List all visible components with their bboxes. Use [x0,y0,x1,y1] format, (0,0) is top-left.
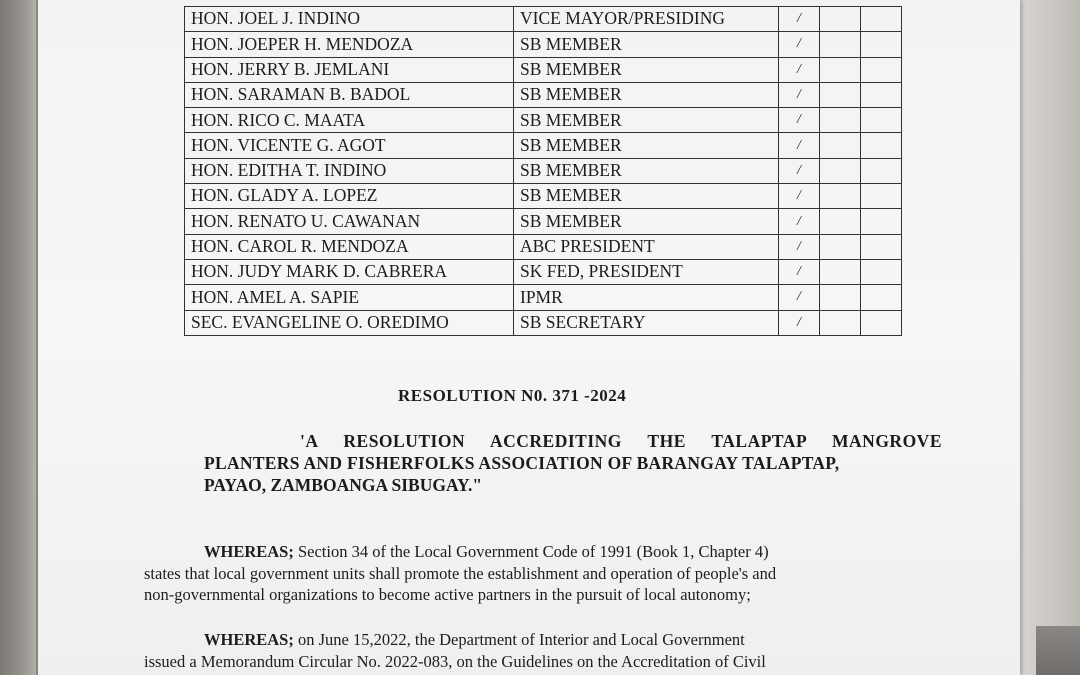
absent-cell [820,158,861,183]
absent-cell [820,285,861,310]
attendance-row [185,285,902,310]
member-position: SB MEMBER [514,209,779,234]
heading-line-3: PAYAO, ZAMBOANGA SIBUGAY." [204,475,483,495]
attendance-row [185,108,902,133]
member-position: SK FED, PRESIDENT [514,259,779,284]
member-name: HON. SARAMAN B. BADOL [185,82,514,107]
absent-cell [820,259,861,284]
present-mark: / [779,234,820,259]
whereas-2-line-2: issued a Memorandum Circular No. 2022-083, on the Guidelines on the Accreditation of Civil [144,651,766,671]
present-mark: / [779,158,820,183]
absent-cell [820,32,861,57]
member-name: HON. GLADY A. LOPEZ [185,184,514,209]
attendance-row [185,57,902,82]
attendance-row [185,32,902,57]
attendance-row [185,133,902,158]
member-name: SEC. EVANGELINE O. OREDIMO [185,310,514,335]
whereas-1-line-2: states that local government units shall promote the establishment and operation of people's and [144,563,777,583]
whereas-1-line-3: non-governmental organizations to become active partners in the pursuit of local autonomy; [144,585,751,604]
member-position: SB MEMBER [514,32,779,57]
whereas-paragraph-1 [144,541,934,606]
present-mark: / [779,184,820,209]
resolution-heading [204,430,942,496]
other-cell [861,158,902,183]
absent-cell [820,184,861,209]
whereas-paragraph-2 [144,629,934,672]
other-cell [861,7,902,32]
attendance-row [185,209,902,234]
member-position: SB MEMBER [514,57,779,82]
attendance-row [185,234,902,259]
member-name: HON. RICO C. MAATA [185,108,514,133]
other-cell [861,310,902,335]
present-mark: / [779,259,820,284]
attendance-row [185,310,902,335]
other-cell [861,82,902,107]
member-name: HON. JERRY B. JEMLANI [185,57,514,82]
member-name: HON. EDITHA T. INDINO [185,158,514,183]
whereas-2-lead: WHEREAS; [204,630,294,649]
member-name: HON. VICENTE G. AGOT [185,133,514,158]
present-mark: / [779,57,820,82]
absent-cell [820,209,861,234]
member-name: HON. CAROL R. MENDOZA [185,234,514,259]
binder-clip [1036,626,1080,675]
whereas-1-text-1: Section 34 of the Local Government Code of 1991 (Book 1, Chapter 4) [293,542,769,561]
member-name: HON. AMEL A. SAPIE [185,285,514,310]
present-mark: / [779,209,820,234]
member-name: HON. JOEPER H. MENDOZA [185,32,514,57]
present-mark: / [779,285,820,310]
member-position: IPMR [514,285,779,310]
absent-cell [820,133,861,158]
attendance-row [185,184,902,209]
other-cell [861,184,902,209]
other-cell [861,234,902,259]
attendance-row [185,7,902,32]
absent-cell [820,7,861,32]
attendance-row [185,259,902,284]
member-position: ABC PRESIDENT [514,234,779,259]
member-position: VICE MAYOR/PRESIDING [514,7,779,32]
resolution-title: RESOLUTION N0. 371 -2024 [398,386,627,405]
whereas-2-text-1: on June 15,2022, the Department of Interior and Local Government [293,630,745,649]
absent-cell [820,234,861,259]
member-position: SB SECRETARY [514,310,779,335]
other-cell [861,209,902,234]
member-position: SB MEMBER [514,108,779,133]
member-name: HON. JUDY MARK D. CABRERA [185,259,514,284]
absent-cell [820,108,861,133]
member-name: HON. JOEL J. INDINO [185,7,514,32]
other-cell [861,32,902,57]
other-cell [861,108,902,133]
member-name: HON. RENATO U. CAWANAN [185,209,514,234]
present-mark: / [779,7,820,32]
document-page [38,0,1020,675]
present-mark: / [779,108,820,133]
present-mark: / [779,310,820,335]
member-position: SB MEMBER [514,184,779,209]
member-position: SB MEMBER [514,133,779,158]
attendance-row [185,158,902,183]
whereas-2-line-1 [144,629,934,651]
absent-cell [820,310,861,335]
whereas-1-lead: WHEREAS; [204,542,294,561]
other-cell [861,57,902,82]
other-cell [861,133,902,158]
attendance-table [184,6,902,336]
absent-cell [820,57,861,82]
other-cell [861,285,902,310]
heading-line-2: PLANTERS AND FISHERFOLKS ASSOCIATION OF BARANGAY TALAPTAP, [204,453,840,473]
heading-line-1: 'A RESOLUTION ACCREDITING THE TALAPTAP MANGROVE [300,431,942,451]
wall-background-right [1020,0,1080,675]
other-cell [861,259,902,284]
whereas-1-line-1 [144,541,934,563]
absent-cell [820,82,861,107]
wall-background-left [0,0,36,675]
member-position: SB MEMBER [514,158,779,183]
present-mark: / [779,32,820,57]
present-mark: / [779,82,820,107]
attendance-row [185,82,902,107]
member-position: SB MEMBER [514,82,779,107]
present-mark: / [779,133,820,158]
